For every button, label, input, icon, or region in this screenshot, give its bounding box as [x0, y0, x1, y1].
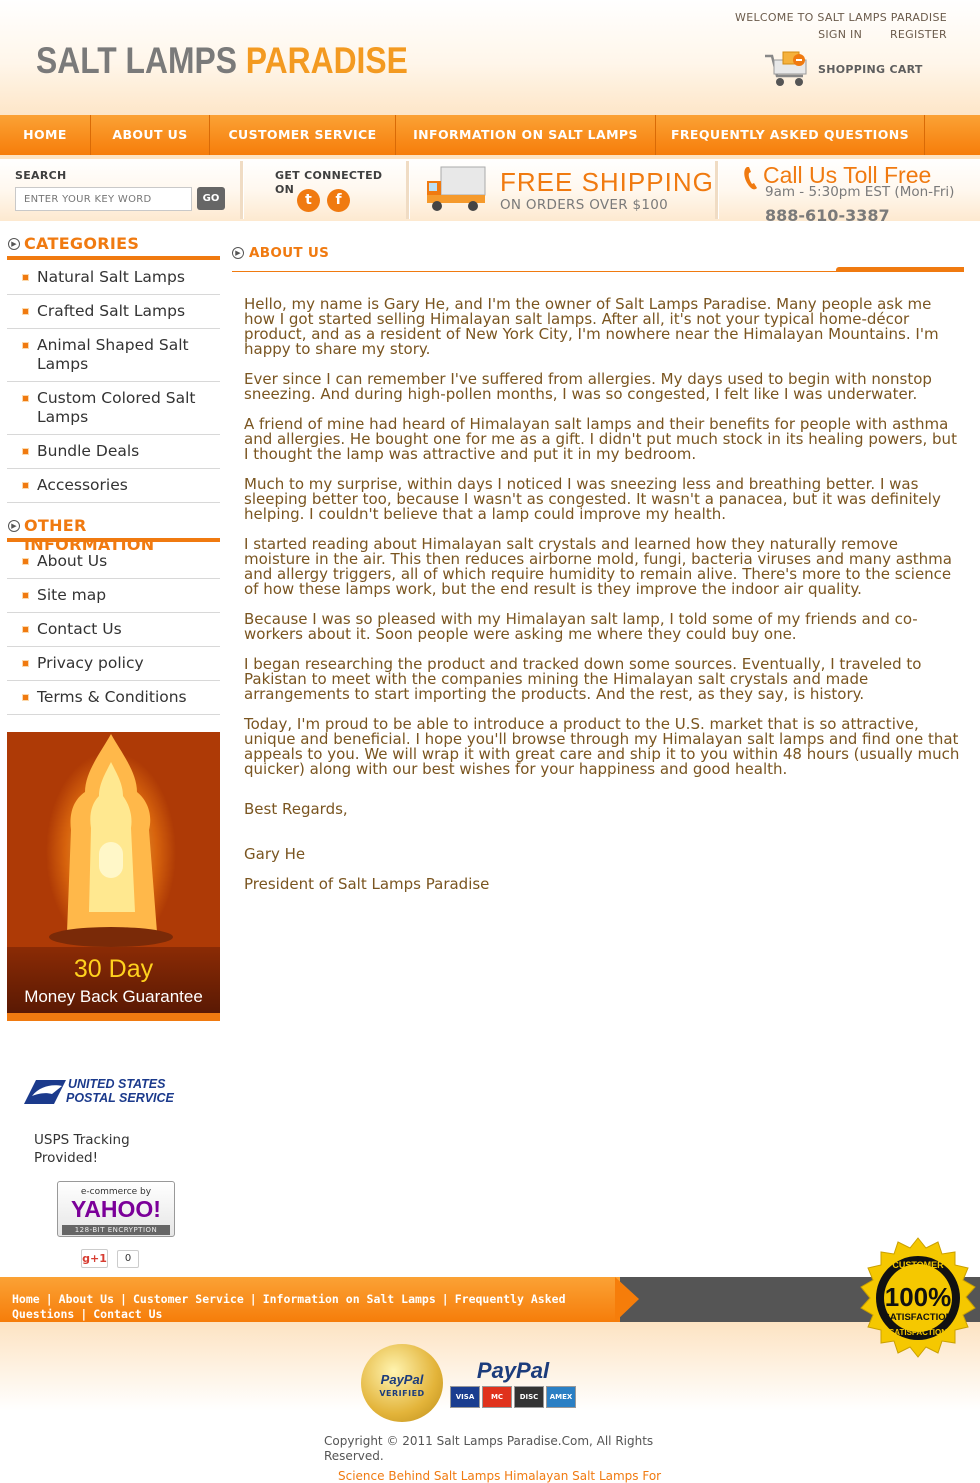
arrow-circle-icon: ▶ — [8, 238, 20, 250]
footer-links — [12, 1292, 612, 1322]
page-title: ABOUT US — [249, 245, 330, 261]
main-navigation — [0, 115, 980, 155]
category-accessories[interactable] — [7, 469, 220, 503]
category-animal-shaped-salt-lamps[interactable] — [7, 329, 220, 382]
paypal-verified-logo: PayPal — [380, 1372, 424, 1387]
footer-separator: | — [80, 1307, 88, 1321]
shopping-cart-link[interactable] — [763, 50, 933, 90]
info-divider — [715, 161, 718, 219]
logo-text-paradise: PARADISE — [245, 40, 408, 81]
usps-tracking-text: USPS Tracking Provided! — [34, 1132, 130, 1166]
guarantee-days: 30 Day — [73, 955, 154, 983]
info-divider — [406, 161, 409, 219]
about-us-content — [244, 297, 966, 907]
signature-name: Gary He — [244, 845, 306, 863]
nav-about-us[interactable]: ABOUT US — [91, 115, 210, 155]
content-paragraph: I began researching the product and tracked down some sources. Eventually, I traveled to Pakistan to meet with the companies mining the Himalayan salt crystals and made arrangements to start importing the products. And the rest, as they say, is history. — [244, 655, 922, 703]
call-hours: 9am - 5:30pm EST (Mon-Fri) — [765, 184, 955, 200]
seal-line-customer: CUSTOMER — [892, 1260, 944, 1270]
category-crafted-salt-lamps[interactable] — [7, 295, 220, 329]
signature-regards: Best Regards, — [244, 800, 348, 818]
salt-lamp-photo — [7, 732, 220, 947]
square-bullet-icon — [23, 695, 28, 700]
paypal-logo: PayPal — [476, 1358, 550, 1383]
usps-line2: POSTAL SERVICE — [66, 1091, 174, 1105]
welcome-message: WELCOME TO SALT LAMPS PARADISE — [735, 11, 947, 24]
google-plus-one-button[interactable]: g+1 — [81, 1249, 108, 1268]
category-label: Natural Salt Lamps — [37, 268, 185, 286]
money-back-guarantee-banner[interactable] — [7, 732, 220, 1021]
twitter-icon[interactable]: t — [297, 189, 320, 212]
register-link[interactable]: REGISTER — [889, 28, 947, 41]
footer-link-home[interactable]: Home — [12, 1292, 40, 1306]
get-connected-text: GET CONNECTED ON — [275, 169, 383, 196]
free-shipping-title: FREE SHIPPING — [500, 167, 714, 197]
seal-line-satisfaction: SATISFACTION — [883, 1312, 953, 1323]
info-link-label: Terms & Conditions — [37, 688, 187, 706]
usps-line1: UNITED STATES — [68, 1077, 166, 1091]
info-link-label: Site map — [37, 586, 107, 604]
square-bullet-icon — [23, 627, 28, 632]
square-bullet-icon — [23, 396, 28, 401]
yahoo-ecommerce-badge[interactable] — [57, 1181, 175, 1237]
shopping-cart-label: SHOPPING CART — [818, 63, 923, 76]
nav-customer-service[interactable]: CUSTOMER SERVICE — [210, 115, 396, 155]
info-bar — [0, 159, 980, 225]
footer-link-bar-tip — [615, 1277, 639, 1322]
discover-card-icon: DISC — [514, 1386, 544, 1408]
info-link-label: Contact Us — [37, 620, 122, 638]
other-information-title: OTHER INFORMATION — [24, 516, 155, 554]
square-bullet-icon — [23, 449, 28, 454]
yahoo-logo: YAHOO! — [71, 1196, 161, 1222]
info-link-site-map[interactable] — [7, 579, 220, 613]
category-natural-salt-lamps[interactable] — [7, 261, 220, 295]
delivery-truck-icon — [425, 165, 487, 215]
guarantee-caption — [7, 947, 220, 1013]
satisfaction-seal-icon — [856, 1236, 980, 1360]
categories-list — [7, 261, 220, 503]
content-paragraph: Today, I'm proud to be able to introduce a product to the U.S. market that is so attractive, unique and beneficial. I hope you'll browse through my Himalayan salt lamps and find one that appeals to you. We will wrap it with great care and ship it to you within 48 hours (usually much quicker) along with our best wishes for your happiness and good health. — [244, 715, 960, 778]
usps-logo — [22, 1074, 190, 1108]
search-go-button[interactable]: GO — [197, 187, 225, 210]
nav-home[interactable]: HOME — [0, 115, 91, 155]
categories-heading — [7, 232, 220, 260]
phone-icon — [742, 165, 760, 191]
yahoo-badge-caption: e-commerce by — [80, 1187, 152, 1197]
category-label: Animal Shaped Salt Lamps — [37, 336, 189, 373]
mastercard-icon: MC — [482, 1386, 512, 1408]
footer-separator: | — [441, 1292, 449, 1306]
heading-accent-bar — [836, 267, 964, 272]
free-shipping-subtitle: ON ORDERS OVER $100 — [500, 197, 669, 213]
square-bullet-icon — [23, 309, 28, 314]
content-paragraph: A friend of mine had heard of Himalayan salt lamps and their benefits for people with asthma and allergies. He bought one for me as a gift. I didn't put much stock in its healing powers, but I thought the lamp was attractive and put it in my bedroom. — [244, 415, 957, 463]
nav-faq[interactable]: FREQUENTLY ASKED QUESTIONS — [656, 115, 925, 155]
sign-in-link[interactable]: SIGN IN — [818, 28, 863, 41]
nav-information-on-salt-lamps[interactable]: INFORMATION ON SALT LAMPS — [396, 115, 656, 155]
paypal-verified-badge[interactable] — [361, 1344, 443, 1422]
seal-line-percent: 100% — [884, 1282, 952, 1312]
info-link-label: About Us — [37, 552, 108, 570]
content-paragraph: I started reading about Himalayan salt crystals and learned how they naturally remove moisture in the air. This then reduces airborne mold, fungi, bacteria viruses and many asthma and allergy triggers, all of which require humidity to remain alive. There's more to the science of how these lamps work, but the end result is they improve the indoor air quality. — [244, 535, 952, 598]
paypal-accepted-cards[interactable] — [450, 1358, 576, 1410]
content-paragraph: Ever since I can remember I've suffered from allergies. My days used to begin with nonstop sneezing. And during high-pollen months, I was so congested, I felt like I was underwater. — [244, 370, 932, 403]
search-label: SEARCH — [15, 169, 67, 182]
page-heading — [232, 244, 964, 272]
square-bullet-icon — [23, 275, 28, 280]
info-link-contact-us[interactable] — [7, 613, 220, 647]
content-paragraph: Hello, my name is Gary He, and I'm the owner of Salt Lamps Paradise. Many people ask me how I got started selling Himalayan salt lamps. After all, it's not your typical home-décor product, and as a resident of New York City, I'm nowhere near the Himalayan Mountains. I'm happy to share my story. — [244, 295, 939, 358]
category-label: Custom Colored Salt Lamps — [37, 389, 196, 426]
paypal-verified-text: VERIFIED — [379, 1389, 425, 1398]
info-link-about-us[interactable] — [7, 545, 220, 579]
category-custom-colored-salt-lamps[interactable] — [7, 382, 220, 435]
footer-link-customer-service[interactable]: Customer Service — [132, 1292, 244, 1306]
signature-title: President of Salt Lamps Paradise — [244, 875, 490, 893]
site-logo[interactable] — [36, 40, 408, 82]
categories-title: CATEGORIES — [24, 234, 140, 253]
category-bundle-deals[interactable] — [7, 435, 220, 469]
info-link-privacy-policy[interactable] — [7, 647, 220, 681]
google-plus-count: 0 — [117, 1250, 139, 1268]
square-bullet-icon — [23, 559, 28, 564]
footer-link-information-on-salt-lamps[interactable]: Information on Salt Lamps — [262, 1292, 436, 1306]
call-phone-number[interactable]: 888-610-3387 — [765, 206, 890, 225]
amex-card-icon: AMEX — [546, 1386, 576, 1408]
square-bullet-icon — [23, 661, 28, 666]
call-toll-free-title: Call Us Toll Free — [763, 162, 932, 188]
account-links — [794, 28, 947, 41]
content-paragraph: Much to my surprise, within days I noticed I was sneezing less and breathing better. I was sleeping better too, because I wasn't as congested. It wasn't a panacea, but it was definitely helping. I couldn't believe that a lamp could improve my health. — [244, 475, 941, 523]
footer-separator: | — [249, 1292, 257, 1306]
seal-line-satisfaction-ring: SATISFACTION — [888, 1328, 948, 1337]
info-divider — [240, 161, 243, 219]
guarantee-text: Money Back Guarantee — [24, 987, 203, 1006]
shopping-cart-icon — [763, 50, 813, 90]
other-information-heading — [7, 514, 220, 554]
footer-more-links[interactable]: Science Behind Salt Lamps Himalayan Salt Lamps For — [338, 1469, 662, 1483]
copyright-text: Copyright © 2011 Salt Lamps Paradise.Com, All Rights Reserved. — [324, 1434, 654, 1463]
facebook-icon[interactable]: f — [327, 189, 350, 212]
arrow-circle-icon: ▶ — [232, 247, 244, 259]
logo-text-salt-lamps: SALT LAMPS — [36, 40, 237, 81]
card-logos — [450, 1386, 576, 1408]
search-input[interactable] — [15, 187, 192, 211]
site-header — [0, 0, 980, 115]
square-bullet-icon — [23, 483, 28, 488]
yahoo-encryption-label: 128-BIT ENCRYPTION — [62, 1225, 170, 1235]
info-link-terms-conditions[interactable] — [7, 681, 220, 715]
footer-separator: | — [45, 1292, 53, 1306]
square-bullet-icon — [23, 343, 28, 348]
arrow-circle-icon: ▶ — [8, 520, 20, 532]
footer-link-contact-us[interactable]: Contact Us — [93, 1307, 163, 1321]
category-label: Crafted Salt Lamps — [37, 302, 186, 320]
square-bullet-icon — [23, 593, 28, 598]
visa-card-icon: VISA — [450, 1386, 480, 1408]
salt-lamp-illustration — [7, 732, 220, 947]
info-link-label: Privacy policy — [37, 654, 144, 672]
content-paragraph: Because I was so pleased with my Himalayan salt lamp, I told some of my friends and co-workers about it. Soon people were asking me where they could buy one. — [244, 610, 918, 643]
other-information-list — [7, 545, 220, 715]
footer-link-about-us[interactable]: About Us — [58, 1292, 115, 1306]
footer-separator: | — [120, 1292, 127, 1306]
category-label: Accessories — [37, 476, 128, 494]
footer-link-faq[interactable]: Frequently Asked Questions — [12, 1292, 566, 1321]
guarantee-accent-bar — [7, 1013, 220, 1021]
category-label: Bundle Deals — [37, 442, 140, 460]
